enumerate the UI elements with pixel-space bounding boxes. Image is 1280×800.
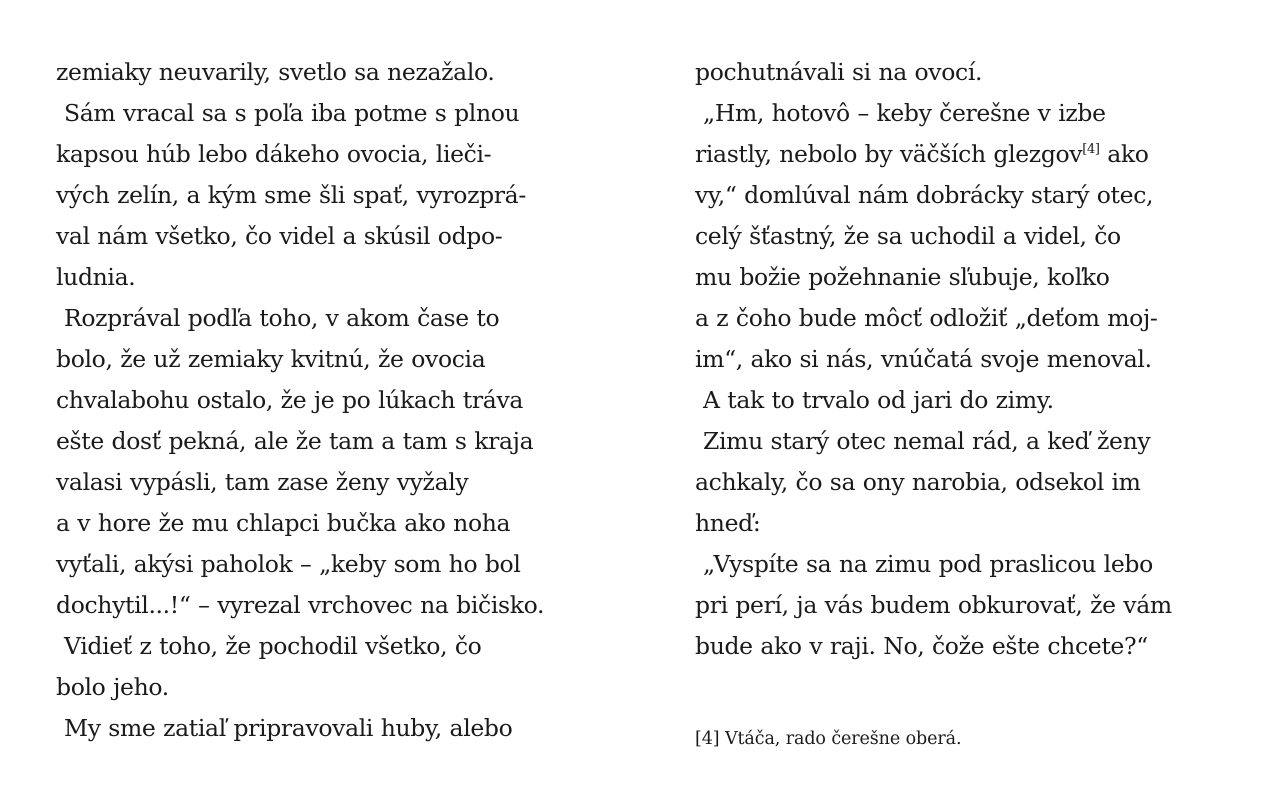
footnote-reference[interactable]: [4] xyxy=(1082,142,1100,157)
left-page-text xyxy=(56,52,616,749)
text-line-end: ako xyxy=(1099,140,1149,168)
text-line-with-footnote xyxy=(695,134,1255,175)
text-line: val nám všetko, čo videl a skúsil odpo- xyxy=(56,222,503,250)
right-page-text xyxy=(695,52,1255,667)
text-line: a z čoho bude môcť odložiť „deťom moj- xyxy=(695,304,1158,332)
text-line: chvalabohu ostalo, že je po lúkach tráva xyxy=(56,386,524,414)
text-line: pochutnávali si na ovocí. xyxy=(695,58,983,86)
text-line: hneď: xyxy=(695,509,761,537)
text-line: bude ako v raji. No, čože ešte chcete?“ xyxy=(695,632,1148,660)
text-line: Rozprával podľa toho, v akom čase to xyxy=(64,304,500,332)
text-line: vy,“ domlúval nám dobrácky starý otec, xyxy=(695,181,1154,209)
text-line: My sme zatiaľ pripravovali huby, alebo xyxy=(64,714,513,742)
text-line: zemiaky neuvarily, svetlo sa nezažalo. xyxy=(56,58,495,86)
text-line: im“, ako si nás, vnúčatá svoje menoval. xyxy=(695,345,1152,373)
text-line: bolo jeho. xyxy=(56,673,169,701)
text-line: ludnia. xyxy=(56,263,136,291)
text-line: a v hore že mu chlapci bučka ako noha xyxy=(56,509,511,537)
text-line: Zimu starý otec nemal rád, a keď ženy xyxy=(703,427,1151,455)
text-line: vyťali, akýsi paholok – „keby som ho bol xyxy=(56,550,521,578)
text-line: A tak to trvalo od jari do zimy. xyxy=(703,386,1054,414)
text-line: mu božie požehnanie sľubuje, koľko xyxy=(695,263,1110,291)
footnote: [4] Vtáča, rado čerešne oberá. xyxy=(695,729,962,749)
text-line: valasi vypásli, tam zase ženy vyžaly xyxy=(56,468,469,496)
text-line-start: riastly, nebolo by väčších glezgov xyxy=(695,140,1083,168)
text-line: „Vyspíte sa na zimu pod praslicou lebo xyxy=(703,550,1153,578)
text-line: vých zelín, a kým sme šli spať, vyrozprá- xyxy=(56,181,526,209)
text-line: kapsou húb lebo dákeho ovocia, lieči- xyxy=(56,140,492,168)
text-line: „Hm, hotovô – keby čerešne v izbe xyxy=(703,99,1106,127)
text-line: dochytil...!“ – vyrezal vrchovec na bičisko. xyxy=(56,591,545,619)
text-line: Vidieť z toho, že pochodil všetko, čo xyxy=(64,632,482,660)
text-line: Sám vracal sa s poľa iba potme s plnou xyxy=(64,99,520,127)
text-line: ešte dosť pekná, ale že tam a tam s kraja xyxy=(56,427,534,455)
text-line: celý šťastný, že sa uchodil a videl, čo xyxy=(695,222,1121,250)
text-line: pri perí, ja vás budem obkurovať, že vám xyxy=(695,591,1172,619)
text-line: bolo, že už zemiaky kvitnú, že ovocia xyxy=(56,345,486,373)
text-line: achkaly, čo sa ony narobia, odsekol im xyxy=(695,468,1141,496)
